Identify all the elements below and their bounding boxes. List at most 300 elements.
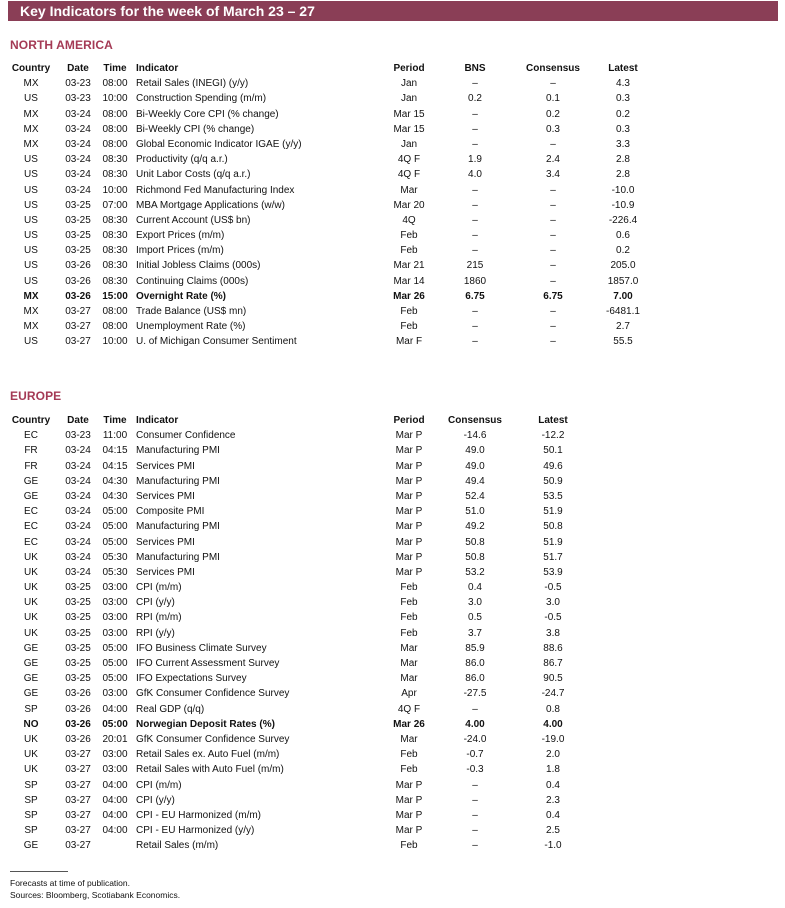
cell-time: 08:00	[102, 123, 128, 135]
cell-latest: 88.6	[543, 642, 563, 654]
table-row	[0, 198, 785, 213]
cell-country: GE	[23, 658, 39, 669]
cell-latest: 2.3	[546, 794, 560, 806]
cell-latest: 2.8	[616, 169, 630, 181]
cell-bns: –	[472, 214, 478, 226]
cell-indicator: Manufacturing PMI	[136, 475, 220, 487]
cell-country: US	[24, 184, 38, 196]
cell-indicator: Consumer Confidence	[136, 430, 236, 442]
cell-period: Jan	[400, 93, 418, 105]
cell-country: US	[24, 275, 38, 287]
table-row	[0, 76, 785, 91]
cell-date: 03-25	[65, 658, 91, 669]
cell-indicator: Construction Spending (m/m)	[136, 93, 267, 105]
cell-consensus: 0.4	[468, 582, 482, 594]
cell-latest: 2.8	[616, 154, 630, 166]
cell-period: Feb	[400, 597, 418, 609]
cell-latest: 3.3	[616, 138, 630, 150]
cell-indicator: MBA Mortgage Applications (w/w)	[136, 199, 285, 211]
cell-period: Mar P	[395, 536, 423, 548]
cell-indicator: Overnight Rate (%)	[136, 290, 227, 302]
cell-country: US	[24, 214, 38, 226]
cell-time: 05:00	[102, 642, 128, 654]
cell-period: Mar P	[395, 521, 423, 533]
cell-consensus: -14.6	[463, 430, 487, 442]
table-row	[0, 504, 785, 519]
cell-time: 03:00	[102, 749, 128, 761]
cell-time: 08:30	[102, 245, 128, 257]
cell-indicator: Unit Labor Costs (q/q a.r.)	[136, 169, 251, 181]
cell-country: GE	[23, 642, 39, 654]
cell-time: 04:00	[102, 703, 128, 715]
cell-period: Mar F	[395, 336, 423, 348]
header-indicator: Indicator	[136, 63, 179, 74]
cell-latest: 50.9	[543, 475, 563, 487]
cell-latest: 7.00	[613, 290, 633, 302]
table-header	[0, 61, 785, 76]
cell-period: 4Q F	[397, 169, 421, 181]
cell-country: UK	[24, 582, 38, 594]
cell-indicator: Services PMI	[136, 536, 195, 548]
north-america-rows	[0, 76, 785, 349]
cell-bns: –	[472, 184, 478, 196]
cell-latest: 50.1	[543, 445, 563, 457]
table-row	[0, 793, 785, 808]
cell-period: Mar 15	[393, 123, 425, 135]
cell-indicator: Trade Balance (US$ mn)	[136, 306, 247, 317]
table-row	[0, 519, 785, 534]
cell-bns: –	[472, 336, 478, 348]
table-row	[0, 656, 785, 671]
cell-date: 03-24	[65, 184, 91, 196]
cell-consensus: 49.2	[465, 521, 485, 533]
cell-indicator: Bi-Weekly CPI (% change)	[136, 123, 255, 135]
cell-period: Mar P	[395, 794, 423, 806]
cell-consensus: 0.2	[546, 108, 560, 120]
cell-time: 08:30	[102, 260, 128, 272]
cell-date: 03-24	[65, 169, 91, 181]
cell-time: 03:00	[102, 582, 128, 594]
cell-date: 03-26	[65, 275, 91, 287]
cell-consensus: –	[550, 321, 556, 333]
cell-latest: 205.0	[610, 260, 636, 272]
cell-country: UK	[24, 764, 38, 776]
table-row	[0, 183, 785, 198]
cell-period: Apr	[401, 688, 417, 700]
cell-consensus: -24.0	[463, 733, 487, 745]
cell-country: US	[24, 336, 38, 348]
cell-consensus: 49.0	[465, 460, 485, 472]
cell-date: 03-24	[65, 138, 91, 150]
cell-period: Feb	[400, 627, 418, 639]
table-row	[0, 610, 785, 625]
cell-indicator: U. of Michigan Consumer Sentiment	[136, 336, 297, 348]
cell-time: 07:00	[102, 199, 128, 211]
cell-time: 03:00	[102, 627, 128, 639]
cell-bns: –	[472, 78, 478, 90]
cell-date: 03-23	[65, 78, 91, 90]
cell-date: 03-24	[65, 460, 91, 472]
cell-country: US	[24, 169, 38, 181]
cell-country: SP	[24, 703, 38, 715]
cell-consensus: -27.5	[463, 688, 487, 700]
cell-indicator: Services PMI	[136, 490, 195, 502]
header-date: Date	[67, 63, 89, 74]
cell-latest: 4.00	[543, 718, 563, 730]
cell-period: Mar P	[395, 809, 423, 821]
cell-country: FR	[24, 460, 38, 472]
cell-bns: –	[472, 108, 478, 120]
header-country: Country	[11, 415, 51, 426]
cell-indicator: CPI (m/m)	[136, 582, 182, 594]
cell-consensus: –	[472, 809, 478, 821]
cell-time: 05:00	[102, 658, 128, 669]
cell-date: 03-25	[65, 612, 91, 624]
cell-country: EC	[24, 506, 38, 518]
cell-time: 03:00	[102, 764, 128, 776]
cell-country: US	[24, 154, 38, 166]
table-row	[0, 443, 785, 458]
footnote-divider	[10, 871, 68, 872]
cell-country: UK	[24, 566, 38, 578]
cell-consensus: 0.1	[546, 93, 560, 105]
cell-country: UK	[24, 733, 38, 745]
cell-consensus: -0.7	[466, 749, 484, 761]
cell-period: Mar	[400, 642, 418, 654]
table-row	[0, 732, 785, 747]
cell-consensus: –	[550, 78, 556, 90]
cell-latest: 2.5	[546, 825, 560, 837]
cell-latest: 53.5	[543, 490, 563, 502]
cell-time: 04:00	[102, 809, 128, 821]
cell-consensus: 0.5	[468, 612, 482, 624]
cell-consensus: 49.4	[465, 475, 485, 487]
cell-indicator: CPI - EU Harmonized (y/y)	[136, 825, 255, 837]
cell-country: UK	[24, 551, 38, 563]
cell-indicator: Norwegian Deposit Rates (%)	[136, 718, 275, 730]
cell-consensus: 3.0	[468, 597, 482, 609]
cell-bns: –	[472, 245, 478, 257]
cell-date: 03-25	[65, 214, 91, 226]
cell-indicator: Services PMI	[136, 460, 195, 472]
cell-time: 04:00	[102, 779, 128, 791]
cell-indicator: Unemployment Rate (%)	[136, 321, 246, 333]
table-row	[0, 550, 785, 565]
cell-date: 03-27	[65, 825, 91, 837]
cell-period: Feb	[400, 840, 418, 852]
cell-date: 03-26	[65, 733, 91, 745]
cell-latest: 50.8	[543, 521, 563, 533]
table-row	[0, 304, 785, 319]
section-title-north-america: NORTH AMERICA	[10, 38, 113, 52]
cell-consensus: 85.9	[465, 642, 485, 654]
cell-country: EC	[24, 521, 38, 533]
cell-indicator: Services PMI	[136, 566, 195, 578]
cell-country: MX	[23, 123, 39, 135]
cell-bns: –	[472, 199, 478, 211]
cell-time: 08:30	[102, 169, 128, 181]
table-row	[0, 137, 785, 152]
table-row	[0, 595, 785, 610]
cell-time: 04:30	[102, 490, 128, 502]
table-row	[0, 489, 785, 504]
cell-date: 03-25	[65, 673, 91, 685]
cell-time: 08:00	[102, 108, 128, 120]
cell-period: 4Q F	[397, 154, 421, 166]
cell-indicator: Composite PMI	[136, 506, 205, 518]
cell-country: GE	[23, 490, 39, 502]
header-latest: Latest	[538, 415, 568, 426]
cell-consensus: –	[550, 306, 556, 317]
cell-latest: 51.9	[543, 506, 563, 518]
cell-period: Feb	[400, 612, 418, 624]
cell-consensus: 86.0	[465, 673, 485, 685]
cell-country: SP	[24, 794, 38, 806]
cell-consensus: –	[550, 184, 556, 196]
cell-latest: 0.8	[546, 703, 560, 715]
cell-consensus: 0.3	[546, 123, 560, 135]
cell-latest: 2.7	[616, 321, 630, 333]
table-row	[0, 671, 785, 686]
cell-period: Mar 26	[393, 290, 425, 302]
cell-consensus: –	[472, 703, 478, 715]
page-title: Key Indicators for the week of March 23 – 27	[8, 1, 778, 21]
cell-latest: -10.9	[611, 199, 635, 211]
cell-country: US	[24, 260, 38, 272]
cell-date: 03-24	[65, 506, 91, 518]
cell-latest: -24.7	[541, 688, 565, 700]
cell-latest: 53.9	[543, 566, 563, 578]
table-row	[0, 167, 785, 182]
cell-indicator: Import Prices (m/m)	[136, 245, 224, 257]
cell-date: 03-24	[65, 445, 91, 457]
cell-date: 03-24	[65, 154, 91, 166]
header-consensus: Consensus	[526, 63, 580, 74]
cell-consensus: 52.4	[465, 490, 485, 502]
cell-indicator: RPI (y/y)	[136, 627, 175, 639]
cell-period: Feb	[400, 230, 418, 242]
cell-country: UK	[24, 597, 38, 609]
cell-consensus: –	[550, 138, 556, 150]
table-row	[0, 778, 785, 793]
cell-country: EC	[24, 536, 38, 548]
cell-date: 03-26	[65, 718, 91, 730]
cell-time: 11:00	[102, 430, 128, 442]
cell-indicator: GfK Consumer Confidence Survey	[136, 733, 290, 745]
cell-latest: 55.5	[613, 336, 633, 348]
cell-latest: 0.6	[616, 230, 630, 242]
cell-country: SP	[24, 779, 38, 791]
cell-latest: -12.2	[541, 430, 565, 442]
cell-indicator: Real GDP (q/q)	[136, 703, 205, 715]
cell-time: 05:00	[102, 506, 128, 518]
cell-date: 03-26	[65, 260, 91, 272]
cell-country: MX	[23, 321, 39, 333]
cell-period: 4Q	[402, 214, 416, 226]
cell-date: 03-24	[65, 108, 91, 120]
cell-country: SP	[24, 825, 38, 837]
table-row	[0, 258, 785, 273]
table-header	[0, 413, 785, 428]
cell-latest: 0.2	[616, 245, 630, 257]
cell-consensus: 4.00	[465, 718, 485, 730]
cell-indicator: Manufacturing PMI	[136, 445, 220, 457]
cell-period: Mar	[400, 673, 418, 685]
table-row	[0, 459, 785, 474]
cell-period: Mar 21	[393, 260, 425, 272]
cell-latest: 51.7	[543, 551, 563, 563]
table-row	[0, 808, 785, 823]
cell-time: 08:00	[102, 78, 128, 90]
cell-period: Mar 26	[393, 718, 425, 730]
cell-date: 03-23	[65, 430, 91, 442]
table-row	[0, 823, 785, 838]
cell-date: 03-24	[65, 536, 91, 548]
cell-consensus: 6.75	[543, 290, 563, 302]
cell-consensus: 86.0	[465, 658, 485, 669]
table-row	[0, 319, 785, 334]
cell-country: US	[24, 199, 38, 211]
header-period: Period	[393, 63, 425, 74]
cell-bns: –	[472, 321, 478, 333]
cell-consensus: 2.4	[546, 154, 560, 166]
cell-country: UK	[24, 612, 38, 624]
cell-indicator: IFO Business Climate Survey	[136, 642, 267, 654]
cell-period: Mar P	[395, 506, 423, 518]
table-row	[0, 762, 785, 777]
table-row	[0, 289, 785, 304]
cell-country: US	[24, 230, 38, 242]
cell-date: 03-25	[65, 597, 91, 609]
table-row	[0, 152, 785, 167]
cell-latest: -0.5	[544, 612, 562, 624]
table-row	[0, 535, 785, 550]
cell-latest: -1.0	[544, 840, 562, 852]
cell-period: Mar P	[395, 475, 423, 487]
cell-country: GE	[23, 673, 39, 685]
cell-date: 03-25	[65, 582, 91, 594]
cell-latest: 3.0	[546, 597, 560, 609]
cell-country: US	[24, 245, 38, 257]
cell-time: 03:00	[102, 688, 128, 700]
cell-latest: 3.8	[546, 627, 560, 639]
cell-latest: 86.7	[543, 658, 563, 669]
cell-date: 03-27	[65, 794, 91, 806]
cell-consensus: 49.0	[465, 445, 485, 457]
cell-period: Mar P	[395, 490, 423, 502]
cell-latest: 1857.0	[607, 275, 639, 287]
cell-date: 03-24	[65, 566, 91, 578]
cell-consensus: –	[550, 214, 556, 226]
cell-time: 15:00	[102, 290, 128, 302]
cell-period: Jan	[400, 138, 418, 150]
cell-period: Feb	[400, 245, 418, 257]
table-row	[0, 107, 785, 122]
cell-consensus: -0.3	[466, 764, 484, 776]
cell-indicator: Retail Sales ex. Auto Fuel (m/m)	[136, 749, 280, 761]
cell-period: Mar 14	[393, 275, 425, 287]
cell-country: FR	[24, 445, 38, 457]
cell-time: 08:00	[102, 138, 128, 150]
cell-bns: 1.9	[468, 154, 482, 166]
cell-period: Mar	[400, 733, 418, 745]
table-row	[0, 474, 785, 489]
cell-latest: 2.0	[546, 749, 560, 761]
header-bns: BNS	[464, 63, 486, 74]
cell-latest: -6481.1	[606, 306, 640, 317]
header-time: Time	[103, 415, 127, 426]
cell-indicator: Manufacturing PMI	[136, 521, 220, 533]
cell-date: 03-27	[65, 321, 91, 333]
cell-time: 04:00	[102, 825, 128, 837]
cell-latest: 4.3	[616, 78, 630, 90]
cell-latest: 90.5	[543, 673, 563, 685]
cell-country: NO	[23, 718, 39, 730]
cell-period: Mar	[400, 184, 418, 196]
cell-consensus: –	[550, 336, 556, 348]
cell-consensus: 53.2	[465, 566, 485, 578]
cell-consensus: –	[550, 245, 556, 257]
cell-time: 05:00	[102, 536, 128, 548]
cell-indicator: Manufacturing PMI	[136, 551, 220, 563]
cell-consensus: –	[472, 840, 478, 852]
cell-time: 05:00	[102, 521, 128, 533]
table-row	[0, 122, 785, 137]
cell-time: 20:01	[102, 733, 128, 745]
cell-period: Mar P	[395, 460, 423, 472]
cell-period: Mar	[400, 658, 418, 669]
cell-consensus: –	[472, 825, 478, 837]
table-row	[0, 838, 785, 853]
cell-country: SP	[24, 809, 38, 821]
cell-indicator: Retail Sales (m/m)	[136, 840, 219, 852]
cell-time: 04:15	[102, 460, 128, 472]
cell-consensus: –	[472, 794, 478, 806]
cell-period: 4Q F	[397, 703, 421, 715]
cell-date: 03-26	[65, 290, 91, 302]
cell-period: Feb	[400, 582, 418, 594]
cell-time: 08:30	[102, 230, 128, 242]
cell-indicator: Productivity (q/q a.r.)	[136, 154, 228, 166]
cell-country: US	[24, 93, 38, 105]
cell-latest: 49.6	[543, 460, 563, 472]
cell-bns: –	[472, 230, 478, 242]
table-row	[0, 334, 785, 349]
cell-country: MX	[23, 306, 39, 317]
cell-date: 03-27	[65, 840, 91, 852]
header-consensus: Consensus	[448, 415, 502, 426]
table-row	[0, 747, 785, 762]
table-row	[0, 213, 785, 228]
cell-bns: 1860	[463, 275, 487, 287]
cell-indicator: RPI (m/m)	[136, 612, 182, 624]
cell-country: MX	[23, 78, 39, 90]
table-row	[0, 428, 785, 443]
cell-date: 03-27	[65, 764, 91, 776]
cell-period: Mar P	[395, 566, 423, 578]
table-row	[0, 717, 785, 732]
cell-indicator: Bi-Weekly Core CPI (% change)	[136, 108, 279, 120]
cell-period: Feb	[400, 749, 418, 761]
cell-indicator: IFO Current Assessment Survey	[136, 658, 280, 669]
cell-bns: 6.75	[465, 290, 485, 302]
cell-bns: –	[472, 138, 478, 150]
header-indicator: Indicator	[136, 415, 179, 426]
cell-time: 05:30	[102, 566, 128, 578]
cell-indicator: Export Prices (m/m)	[136, 230, 225, 242]
cell-time: 08:00	[102, 321, 128, 333]
cell-time: 05:30	[102, 551, 128, 563]
